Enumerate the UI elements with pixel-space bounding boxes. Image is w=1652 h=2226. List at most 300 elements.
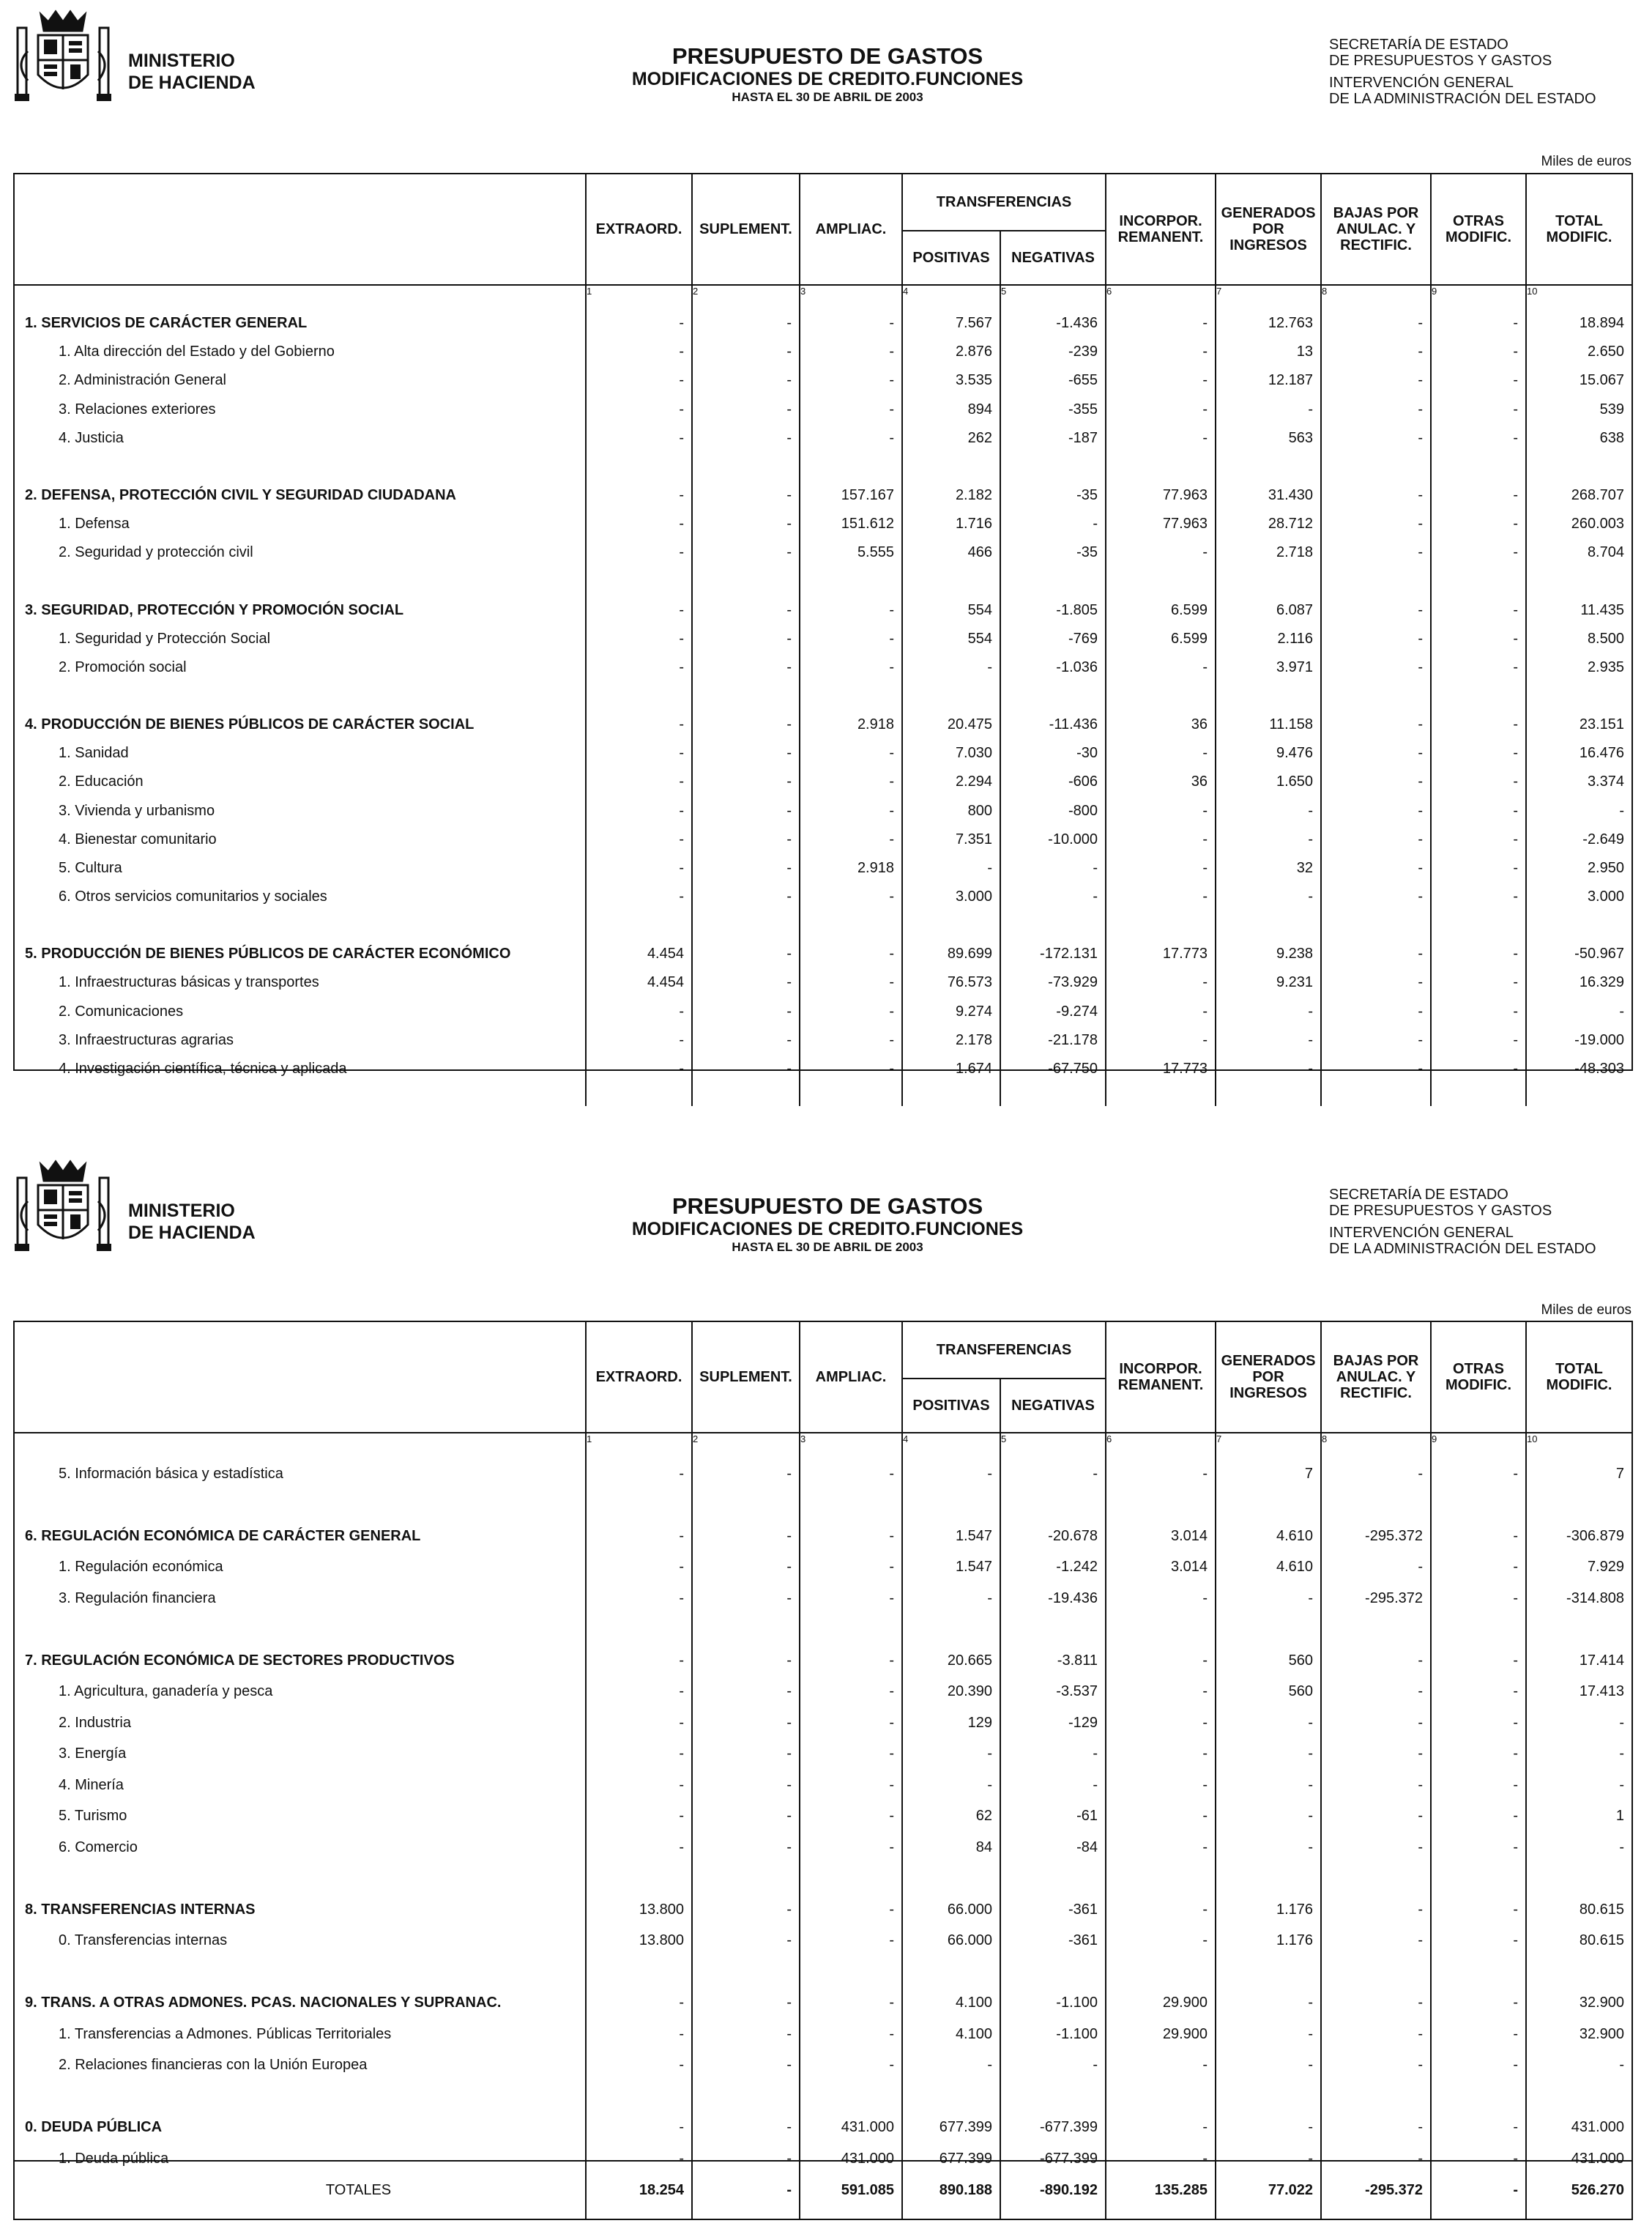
cell-value: - <box>586 1981 692 2012</box>
row-label: 3. Infraestructuras agrarias <box>59 1031 234 1048</box>
row-label: 5. Turismo <box>59 1808 127 1824</box>
table-row <box>15 533 1631 561</box>
coat-of-arms-icon <box>12 1157 114 1256</box>
cell-value: - <box>1526 991 1631 1020</box>
cell-value: - <box>800 1576 902 1607</box>
cell-value: - <box>586 303 692 332</box>
cell-value: -1.036 <box>1000 648 1106 676</box>
table-row <box>15 1576 1631 1607</box>
cell-value: - <box>1431 848 1526 877</box>
cell-value: - <box>1431 934 1526 962</box>
cell-value: 28.712 <box>1216 504 1321 533</box>
cell-value: - <box>586 1825 692 1856</box>
cell-value: - <box>586 619 692 648</box>
cell-value: -67.750 <box>1000 1049 1106 1077</box>
totals-row <box>15 2160 1631 2219</box>
total-value: -295.372 <box>1321 2162 1431 2219</box>
cell-value: - <box>692 820 800 848</box>
cell-value: - <box>902 1732 1000 1763</box>
cell-value: 16.476 <box>1526 733 1631 762</box>
cell-value: - <box>1106 962 1216 991</box>
cell-value: -3.811 <box>1000 1638 1106 1669</box>
cell-value: - <box>1106 790 1216 819</box>
col-generados: GENERADOS POR INGRESOS <box>1216 1322 1321 1433</box>
cell-value: - <box>692 389 800 418</box>
cell-value: - <box>1321 962 1431 991</box>
row-label: 1. Regulación económica <box>59 1559 223 1575</box>
cell-value: - <box>692 1576 800 1607</box>
cell-value: - <box>1321 533 1431 561</box>
col-index: 2 <box>692 285 800 303</box>
row-label: 4. Bienestar comunitario <box>59 831 217 847</box>
col-index: 6 <box>1106 1433 1216 1451</box>
cell-value: 3.000 <box>902 877 1000 905</box>
table-row <box>15 991 1631 1020</box>
cell-value: - <box>692 1732 800 1763</box>
cell-value: - <box>586 1700 692 1732</box>
cell-value: - <box>692 790 800 819</box>
cell-value: - <box>800 1825 902 1856</box>
cell-value: - <box>692 590 800 618</box>
cell-value: - <box>692 1669 800 1701</box>
cell-value: -306.879 <box>1526 1513 1631 1545</box>
cell-value: 31.430 <box>1216 475 1321 504</box>
col-suplement: SUPLEMENT. <box>692 174 800 285</box>
cell-value: - <box>1106 360 1216 389</box>
row-label: 5. Información básica y estadística <box>59 1465 283 1482</box>
cell-value: - <box>1321 389 1431 418</box>
cell-value: - <box>1431 1545 1526 1576</box>
cell-value: - <box>692 1981 800 2012</box>
cell-value: 8.500 <box>1526 619 1631 648</box>
cell-value: 7.567 <box>902 303 1000 332</box>
cell-value: - <box>586 533 692 561</box>
total-value: - <box>1431 2162 1526 2219</box>
col-index: 3 <box>800 1433 902 1451</box>
cell-value: - <box>692 475 800 504</box>
col-incorpor: INCORPOR. REMANENT. <box>1106 1322 1216 1433</box>
cell-value: 29.900 <box>1106 2011 1216 2043</box>
cell-value: - <box>1321 1825 1431 1856</box>
cell-value: - <box>800 1049 902 1077</box>
cell-value: - <box>800 332 902 360</box>
cell-value: - <box>800 1762 902 1794</box>
cell-value: - <box>800 1545 902 1576</box>
cell-value: 3.014 <box>1106 1513 1216 1545</box>
cell-value: - <box>1106 1020 1216 1049</box>
cell-value: - <box>586 1762 692 1794</box>
cell-value: - <box>1526 1762 1631 1794</box>
row-label: 2. Comunicaciones <box>59 1003 184 1020</box>
cell-value: 36 <box>1106 705 1216 733</box>
cell-value: 80.615 <box>1526 1918 1631 1950</box>
col-total: TOTAL MODIFIC. <box>1526 1322 1631 1433</box>
col-ampliac: AMPLIAC. <box>800 174 902 285</box>
cell-value: - <box>1431 820 1526 848</box>
cell-value: 6.599 <box>1106 590 1216 618</box>
cell-value: -19.436 <box>1000 1576 1106 1607</box>
col-otras: OTRAS MODIFIC. <box>1431 1322 1526 1433</box>
cell-value: - <box>1321 705 1431 733</box>
col-index: 9 <box>1431 285 1526 303</box>
cell-value: - <box>1431 962 1526 991</box>
cell-value: 800 <box>902 790 1000 819</box>
row-label: 6. Otros servicios comunitarios y sociales <box>59 888 327 905</box>
total-value: -890.192 <box>1000 2162 1106 2219</box>
col-transferencias: TRANSFERENCIAS <box>902 1322 1106 1379</box>
cell-value: 66.000 <box>902 1887 1000 1918</box>
cell-value: - <box>586 1513 692 1545</box>
section-row <box>15 2105 1631 2137</box>
cell-value: - <box>692 733 800 762</box>
cell-value: - <box>800 1451 902 1483</box>
cell-value: - <box>692 1049 800 1077</box>
cell-value: - <box>692 1825 800 1856</box>
cell-value: 431.000 <box>1526 2105 1631 2137</box>
cell-value: - <box>1321 1887 1431 1918</box>
cell-value: - <box>1321 303 1431 332</box>
cell-value: - <box>586 762 692 790</box>
cell-value: 20.475 <box>902 705 1000 733</box>
subtitle: MODIFICACIONES DE CREDITO.FUNCIONES <box>631 69 1024 89</box>
cell-value: 76.573 <box>902 962 1000 991</box>
cell-value: - <box>1216 877 1321 905</box>
cell-value: 1.716 <box>902 504 1000 533</box>
cell-value: 2.876 <box>902 332 1000 360</box>
cell-value: - <box>1106 1825 1216 1856</box>
cell-value: 17.773 <box>1106 1049 1216 1077</box>
cell-value: - <box>800 2011 902 2043</box>
cell-value: -50.967 <box>1526 934 1631 962</box>
row-label: 5. PRODUCCIÓN DE BIENES PÚBLICOS DE CARÁCTER ECONÓMICO <box>25 946 511 962</box>
cell-value: - <box>1216 1794 1321 1825</box>
cell-value: - <box>1106 1732 1216 1763</box>
report-title <box>513 1194 1142 1255</box>
row-label: 1. Defensa <box>59 516 130 533</box>
table-row <box>15 1732 1631 1763</box>
cell-value: - <box>586 475 692 504</box>
col-index: 6 <box>1106 285 1216 303</box>
cell-value: - <box>1106 332 1216 360</box>
cell-value: 11.158 <box>1216 705 1321 733</box>
cell-value: - <box>1431 2043 1526 2074</box>
budget-table-page-2 <box>13 1321 1633 2220</box>
cell-value: 1.547 <box>902 1545 1000 1576</box>
cell-value: - <box>692 648 800 676</box>
table-row <box>15 877 1631 905</box>
cell-value: - <box>1321 877 1431 905</box>
cell-value: - <box>1321 1700 1431 1732</box>
section-row <box>15 475 1631 504</box>
row-label: 1. Alta dirección del Estado y del Gobierno <box>59 344 335 360</box>
table-row <box>15 1825 1631 1856</box>
cell-value: 17.413 <box>1526 1669 1631 1701</box>
cell-value: - <box>1431 733 1526 762</box>
units-label: Miles de euros <box>1541 1302 1631 1318</box>
cell-value: - <box>586 1576 692 1607</box>
cell-value: -35 <box>1000 475 1106 504</box>
cell-value: 12.187 <box>1216 360 1321 389</box>
coat-of-arms-icon <box>12 7 114 106</box>
cell-value: - <box>1431 619 1526 648</box>
col-index: 1 <box>586 1433 692 1451</box>
col-index: 5 <box>1000 1433 1106 1451</box>
col-index: 7 <box>1216 1433 1321 1451</box>
units-label: Miles de euros <box>1541 154 1631 169</box>
cell-value: -21.178 <box>1000 1020 1106 1049</box>
cell-value: - <box>1431 790 1526 819</box>
table-row <box>15 1669 1631 1701</box>
date-line: HASTA EL 30 DE ABRIL DE 2003 <box>732 1240 923 1254</box>
issuer-line-1: SECRETARÍA DE ESTADO <box>1329 1187 1508 1203</box>
section-row <box>15 705 1631 733</box>
cell-value: -239 <box>1000 332 1106 360</box>
cell-value: - <box>1106 389 1216 418</box>
cell-value: - <box>1106 1794 1216 1825</box>
cell-value: - <box>692 991 800 1020</box>
cell-value: - <box>692 2105 800 2137</box>
col-transferencias: TRANSFERENCIAS <box>902 174 1106 231</box>
cell-value: -655 <box>1000 360 1106 389</box>
cell-value: - <box>692 1887 800 1918</box>
cell-value: - <box>1216 2011 1321 2043</box>
cell-value: - <box>800 303 902 332</box>
cell-value: - <box>800 790 902 819</box>
cell-value: 32.900 <box>1526 1981 1631 2012</box>
cell-value: - <box>902 648 1000 676</box>
col-index: 4 <box>902 285 1000 303</box>
cell-value: 29.900 <box>1106 1981 1216 2012</box>
cell-value: - <box>692 619 800 648</box>
cell-value: 2.935 <box>1526 648 1631 676</box>
cell-value: 431.000 <box>800 2136 902 2167</box>
cell-value: 431.000 <box>1526 2136 1631 2167</box>
col-bajas: BAJAS POR ANULAC. Y RECTIFIC. <box>1321 1322 1431 1433</box>
cell-value: - <box>1321 475 1431 504</box>
cell-value: - <box>800 991 902 1020</box>
cell-value: - <box>902 1576 1000 1607</box>
cell-value: -11.436 <box>1000 705 1106 733</box>
cell-value: 9.476 <box>1216 733 1321 762</box>
table-row <box>15 389 1631 418</box>
cell-value: - <box>800 1669 902 1701</box>
cell-value: - <box>1431 1451 1526 1483</box>
cell-value: -172.131 <box>1000 934 1106 962</box>
cell-value: - <box>800 1732 902 1763</box>
row-label: 3. Energía <box>59 1745 127 1762</box>
cell-value: - <box>1321 820 1431 848</box>
cell-value: 2.182 <box>902 475 1000 504</box>
row-label: 1. Agricultura, ganadería y pesca <box>59 1683 273 1699</box>
cell-value: 84 <box>902 1825 1000 1856</box>
cell-value: 157.167 <box>800 475 902 504</box>
cell-value: 5.555 <box>800 533 902 561</box>
cell-value: -361 <box>1000 1918 1106 1950</box>
cell-value: - <box>800 820 902 848</box>
col-otras: OTRAS MODIFIC. <box>1431 174 1526 285</box>
cell-value: - <box>692 1451 800 1483</box>
col-index: 10 <box>1526 285 1631 303</box>
col-incorpor: INCORPOR. REMANENT. <box>1106 174 1216 285</box>
cell-value: - <box>1321 418 1431 447</box>
table-row <box>15 790 1631 819</box>
cell-value: 1.674 <box>902 1049 1000 1077</box>
cell-value: 260.003 <box>1526 504 1631 533</box>
col-total: TOTAL MODIFIC. <box>1526 174 1631 285</box>
cell-value: - <box>586 648 692 676</box>
cell-value: - <box>1216 2105 1321 2137</box>
cell-value: - <box>1106 1918 1216 1950</box>
ministry-name <box>128 1200 256 1244</box>
cell-value: - <box>800 1020 902 1049</box>
col-positivas: POSITIVAS <box>902 1379 1000 1433</box>
cell-value: - <box>1526 1825 1631 1856</box>
table-row <box>15 1049 1631 1077</box>
cell-value: -314.808 <box>1526 1576 1631 1607</box>
cell-value: 6.087 <box>1216 590 1321 618</box>
cell-value: -295.372 <box>1321 1576 1431 1607</box>
cell-value: 2.178 <box>902 1020 1000 1049</box>
section-row <box>15 303 1631 332</box>
cell-value: - <box>1431 1825 1526 1856</box>
col-positivas: POSITIVAS <box>902 231 1000 285</box>
cell-value: 3.000 <box>1526 877 1631 905</box>
cell-value: 1.176 <box>1216 1887 1321 1918</box>
cell-value: - <box>692 934 800 962</box>
cell-value: 2.918 <box>800 848 902 877</box>
cell-value: - <box>1321 1451 1431 1483</box>
cell-value: - <box>1431 1732 1526 1763</box>
page-header <box>0 7 1652 110</box>
cell-value: - <box>1106 2105 1216 2137</box>
cell-value: - <box>800 1513 902 1545</box>
col-index: 2 <box>692 1433 800 1451</box>
cell-value: -1.805 <box>1000 590 1106 618</box>
row-label: 0. Transferencias internas <box>59 1932 228 1948</box>
table-row <box>15 1545 1631 1576</box>
cell-value: - <box>902 848 1000 877</box>
cell-value: - <box>1431 1794 1526 1825</box>
cell-value: - <box>586 389 692 418</box>
cell-value: - <box>1106 877 1216 905</box>
cell-value: - <box>1526 2043 1631 2074</box>
cell-value: - <box>692 504 800 533</box>
table-row <box>15 762 1631 790</box>
cell-value: - <box>1321 848 1431 877</box>
cell-value: 20.665 <box>902 1638 1000 1669</box>
cell-value: -73.929 <box>1000 962 1106 991</box>
cell-value: - <box>902 1451 1000 1483</box>
cell-value: - <box>1431 1918 1526 1950</box>
cell-value: 9.274 <box>902 991 1000 1020</box>
issuer-line-3: INTERVENCIÓN GENERAL <box>1329 1225 1514 1241</box>
cell-value: - <box>1431 1700 1526 1732</box>
cell-value: 151.612 <box>800 504 902 533</box>
section-row <box>15 1887 1631 1918</box>
issuer-line-1: SECRETARÍA DE ESTADO <box>1329 37 1508 53</box>
row-label: 0. DEUDA PÚBLICA <box>25 2119 163 2135</box>
cell-value: - <box>1431 1762 1526 1794</box>
cell-value: - <box>1321 934 1431 962</box>
cell-value: 2.718 <box>1216 533 1321 561</box>
cell-value: 77.963 <box>1106 475 1216 504</box>
row-label: 2. DEFENSA, PROTECCIÓN CIVIL Y SEGURIDAD CIUDADANA <box>25 486 456 503</box>
cell-value: 262 <box>902 418 1000 447</box>
cell-value: 1.176 <box>1216 1918 1321 1950</box>
issuer-block <box>1329 1187 1596 1257</box>
cell-value: 89.699 <box>902 934 1000 962</box>
cell-value: - <box>1000 848 1106 877</box>
cell-value: 4.454 <box>586 934 692 962</box>
cell-value: -1.436 <box>1000 303 1106 332</box>
row-label: 2. Relaciones financieras con la Unión Europea <box>59 2057 368 2073</box>
cell-value: 16.329 <box>1526 962 1631 991</box>
issuer-line-4: DE LA ADMINISTRACIÓN DEL ESTADO <box>1329 1241 1596 1257</box>
budget-table-page-1 <box>13 173 1633 1077</box>
cell-value: 80.615 <box>1526 1887 1631 1918</box>
cell-value: - <box>1321 2136 1431 2167</box>
section-row <box>15 934 1631 962</box>
cell-value: - <box>1431 504 1526 533</box>
cell-value: - <box>692 1700 800 1732</box>
cell-value: 2.918 <box>800 705 902 733</box>
table-row <box>15 1700 1631 1732</box>
cell-value: 17.414 <box>1526 1638 1631 1669</box>
cell-value: - <box>1431 1887 1526 1918</box>
cell-value: - <box>800 962 902 991</box>
cell-value: - <box>1216 1732 1321 1763</box>
cell-value: - <box>1431 1020 1526 1049</box>
col-negativas: NEGATIVAS <box>1000 231 1106 285</box>
table-row <box>15 1451 1631 1483</box>
title: PRESUPUESTO DE GASTOS <box>671 1193 983 1219</box>
cell-value: -606 <box>1000 762 1106 790</box>
cell-value: - <box>586 1049 692 1077</box>
col-index: 9 <box>1431 1433 1526 1451</box>
cell-value: - <box>692 1020 800 1049</box>
cell-value: - <box>1106 1638 1216 1669</box>
cell-value: - <box>586 705 692 733</box>
cell-value: - <box>692 848 800 877</box>
cell-value: - <box>1106 848 1216 877</box>
cell-value: - <box>586 2043 692 2074</box>
cell-value: - <box>1431 1513 1526 1545</box>
cell-value: -361 <box>1000 1887 1106 1918</box>
ministry-line-1: MINISTERIO <box>128 1201 235 1221</box>
cell-value: - <box>1431 705 1526 733</box>
cell-value: - <box>1431 475 1526 504</box>
cell-value: - <box>1526 790 1631 819</box>
cell-value: -30 <box>1000 733 1106 762</box>
cell-value: - <box>1431 1576 1526 1607</box>
issuer-line-3: INTERVENCIÓN GENERAL <box>1329 75 1514 91</box>
cell-value: - <box>1431 762 1526 790</box>
col-index: 5 <box>1000 285 1106 303</box>
cell-value: - <box>800 1918 902 1950</box>
cell-value: 3.535 <box>902 360 1000 389</box>
cell-value: - <box>1526 1732 1631 1763</box>
cell-value: - <box>1000 1451 1106 1483</box>
cell-value: - <box>800 418 902 447</box>
cell-value: - <box>1431 2136 1526 2167</box>
cell-value: - <box>692 1545 800 1576</box>
row-label: 7. REGULACIÓN ECONÓMICA DE SECTORES PRODUCTIVOS <box>25 1652 455 1669</box>
cell-value: 539 <box>1526 389 1631 418</box>
cell-value: - <box>692 962 800 991</box>
table-row <box>15 504 1631 533</box>
row-label: 1. Transferencias a Admones. Públicas Territoriales <box>59 2025 392 2042</box>
cell-value: - <box>1431 1638 1526 1669</box>
